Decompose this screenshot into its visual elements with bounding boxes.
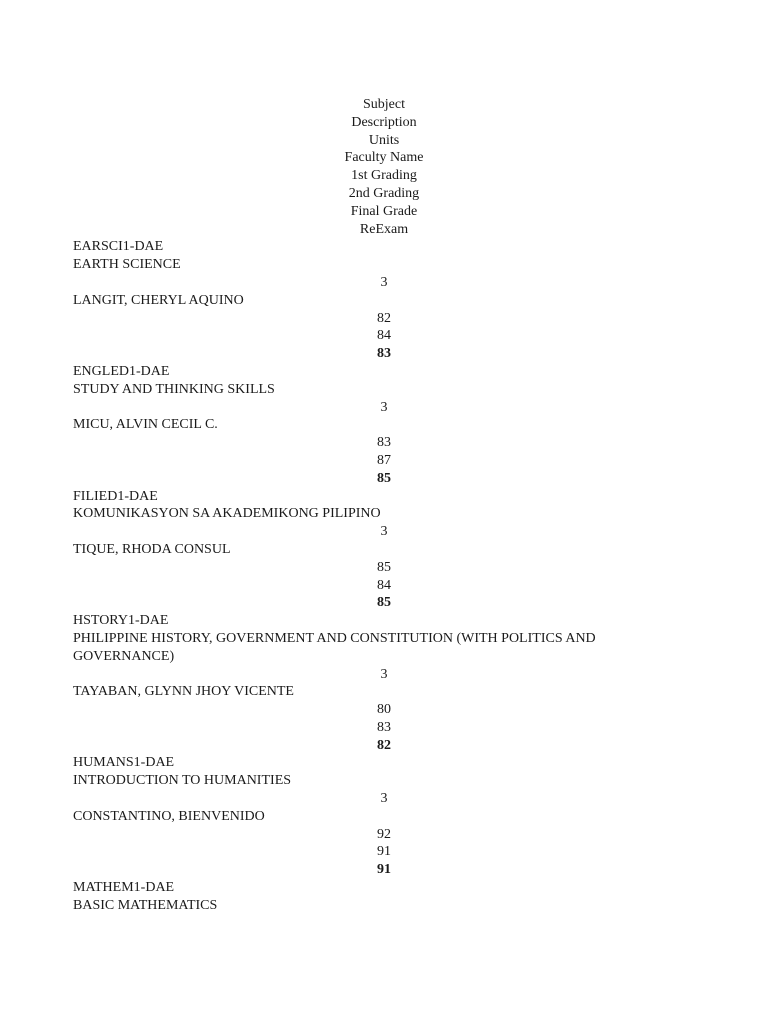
final-grade-value: 91 xyxy=(377,862,391,878)
subject-record xyxy=(73,488,695,613)
header-final-grade: Final Grade xyxy=(350,203,418,219)
subject-record xyxy=(73,612,695,754)
final-grade-value: 82 xyxy=(377,737,391,753)
subject-code: ENGLED1-DAE xyxy=(73,363,170,379)
units-value: 3 xyxy=(380,524,388,540)
header-description: Description xyxy=(351,114,417,130)
subject-code: HSTORY1-DAE xyxy=(73,613,169,629)
units-value: 3 xyxy=(380,274,388,290)
subject-record xyxy=(73,879,695,915)
subject-description: PHILIPPINE HISTORY, GOVERNMENT AND CONSTITUTION (WITH POLITICS AND GOVERNANCE) xyxy=(73,630,596,664)
faculty-name: TAYABAN, GLYNN JHOY VICENTE xyxy=(73,684,294,700)
final-grade-value: 85 xyxy=(377,470,391,486)
units-value: 3 xyxy=(380,666,388,682)
final-grade-value: 85 xyxy=(377,595,391,611)
first-grading-value: 85 xyxy=(377,559,391,575)
faculty-name: LANGIT, CHERYL AQUINO xyxy=(73,292,244,308)
grade-sheet xyxy=(73,96,695,915)
subject-code: EARSCI1-DAE xyxy=(73,239,164,255)
header-subject: Subject xyxy=(363,97,405,112)
faculty-name: CONSTANTINO, BIENVENIDO xyxy=(73,808,265,824)
header-reexam: ReExam xyxy=(359,221,409,237)
header-1st-grading: 1st Grading xyxy=(351,168,417,184)
header-units: Units xyxy=(368,132,400,148)
subject-code: HUMANS1-DAE xyxy=(73,755,175,771)
subject-description: BASIC MATHEMATICS xyxy=(73,897,218,913)
first-grading-value: 82 xyxy=(377,310,391,326)
units-value: 3 xyxy=(380,791,388,807)
subject-record xyxy=(73,238,695,363)
subject-record xyxy=(73,754,695,879)
subject-code: FILIED1-DAE xyxy=(73,488,158,504)
final-grade-value: 83 xyxy=(377,346,391,362)
subject-description: INTRODUCTION TO HUMANITIES xyxy=(73,773,292,789)
faculty-name: TIQUE, RHODA CONSUL xyxy=(73,541,231,557)
subject-description: STUDY AND THINKING SKILLS xyxy=(73,381,275,397)
first-grading-value: 83 xyxy=(377,435,391,451)
subject-description: EARTH SCIENCE xyxy=(73,257,181,273)
units-value: 3 xyxy=(380,399,388,415)
second-grading-value: 91 xyxy=(377,844,391,860)
header-faculty-name: Faculty Name xyxy=(344,150,424,166)
header-2nd-grading: 2nd Grading xyxy=(348,185,420,201)
second-grading-value: 84 xyxy=(377,577,391,593)
header-block xyxy=(73,96,695,238)
second-grading-value: 84 xyxy=(377,328,391,344)
subject-record xyxy=(73,363,695,488)
second-grading-value: 83 xyxy=(377,719,391,735)
faculty-name: MICU, ALVIN CECIL C. xyxy=(73,417,218,433)
first-grading-value: 92 xyxy=(377,826,391,842)
first-grading-value: 80 xyxy=(377,702,391,718)
subject-description: KOMUNIKASYON SA AKADEMIKONG PILIPINO xyxy=(73,506,381,522)
subject-code: MATHEM1-DAE xyxy=(73,880,175,896)
second-grading-value: 87 xyxy=(377,452,391,468)
